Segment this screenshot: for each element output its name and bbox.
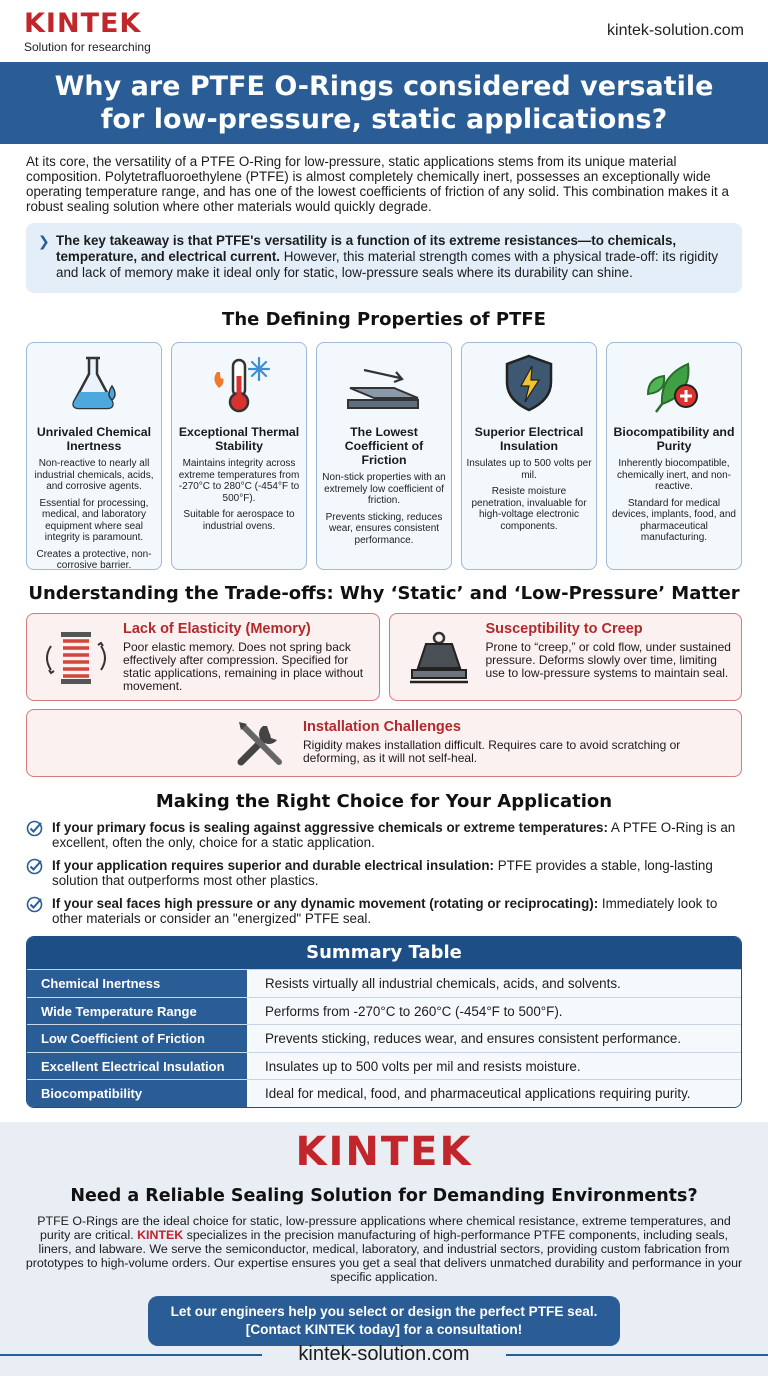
table-row — [27, 1079, 741, 1107]
summary-table — [26, 936, 742, 1108]
table-key: Chemical Inertness — [27, 970, 249, 997]
table-key: Biocompatibility — [27, 1080, 249, 1107]
property-text: Suitable for aerospace to industrial ovens. — [183, 509, 295, 532]
contact-button-line: Let our engineers help you select or design the perfect PTFE seal. — [170, 1304, 598, 1319]
site-url-link[interactable]: kintek-solution.com — [607, 22, 744, 39]
top-bar — [0, 0, 768, 62]
property-title: Exceptional Thermal Stability — [178, 425, 300, 453]
title-band — [0, 62, 768, 144]
property-card-chemical — [26, 342, 162, 570]
kintek-logo[interactable] — [24, 10, 151, 54]
tradeoff-text: Poor elastic memory. Does not spring back effectively after compression. Specified for static applications, remaining in place without movement. — [123, 640, 364, 693]
tradeoff-title: Installation Challenges — [303, 719, 461, 735]
choices-heading: Making the Right Choice for Your Application — [155, 791, 613, 812]
list-item — [26, 820, 742, 850]
property-text: Resiste moisture penetration, invaluable for high-voltage electronic components. — [471, 486, 587, 532]
cta-title: Need a Reliable Sealing Solution for Demanding Environments? — [70, 1186, 698, 1206]
list-item — [26, 896, 742, 926]
property-card-electrical — [461, 342, 597, 570]
property-card-biocompat — [606, 342, 742, 570]
table-value: Prevents sticking, reduces wear, and ensures consistent performance. — [249, 1025, 741, 1052]
property-title: Biocompatibility and Purity — [613, 425, 735, 453]
chevron-right-icon: ❯ — [38, 233, 50, 249]
contact-button-line: [Contact KINTEK today] for a consultation! — [245, 1322, 523, 1337]
cta-brand: KINTEK — [137, 1228, 184, 1242]
property-text: Prevents sticking, reduces wear, ensures consistent performance. — [325, 511, 443, 546]
property-title: Unrivaled Chemical Inertness — [36, 425, 152, 453]
choice-advice: Immediately look to other materials or consider an "energized" PTFE seal. — [52, 896, 718, 926]
table-value: Insulates up to 500 volts per mil and resists moisture. — [249, 1053, 741, 1080]
tradeoffs-heading: Understanding the Trade-offs: Why ‘Static’ and ‘Low-Pressure’ Matter — [28, 583, 740, 604]
property-title: The Lowest Coefficient of Friction — [344, 425, 424, 467]
property-card-thermal — [171, 342, 307, 570]
flask-icon — [31, 349, 157, 419]
tradeoff-card-elasticity — [26, 613, 380, 701]
table-key: Low Coefficient of Friction — [27, 1025, 249, 1052]
property-text: Inherently biocompatible, chemically inert, and non-reactive. — [617, 458, 731, 492]
tradeoff-title: Lack of Elasticity (Memory) — [123, 621, 311, 637]
spring-icon — [43, 628, 109, 688]
contact-button[interactable] — [148, 1296, 620, 1346]
table-value: Ideal for medical, food, and pharmaceutical applications requiring purity. — [249, 1080, 741, 1107]
summary-table-title: Summary Table — [27, 937, 741, 969]
property-text: Insulates up to 500 volts per mil. — [466, 458, 592, 481]
tradeoff-card-creep — [389, 613, 743, 701]
tradeoff-text: Prone to “creep,” or cold flow, under sustained pressure. Deforms slowly over time, limiting use to low-pressure systems to maintain seal. — [485, 640, 731, 680]
property-title: Superior Electrical Insulation — [474, 425, 584, 453]
footer-site-link[interactable]: kintek-solution.com — [298, 1343, 470, 1365]
cta-text-part: PTFE O-Rings are the ideal choice for static, low-pressure applications where chemical resistance, extreme temperatures, and purity are critical. — [37, 1214, 731, 1242]
choices-list — [0, 820, 768, 926]
choice-condition: If your primary focus is sealing against aggressive chemicals or extreme temperatures: — [52, 820, 608, 835]
table-value: Performs from -270°C to 260°C (-454°F to 500°F). — [249, 998, 741, 1025]
shield-bolt-icon — [466, 349, 592, 419]
cta-paragraph — [0, 1214, 768, 1284]
properties-heading: The Defining Properties of PTFE — [222, 309, 546, 330]
table-key: Excellent Electrical Insulation — [27, 1053, 249, 1080]
cta-section — [0, 1122, 768, 1376]
choice-advice: PTFE provides a stable, long-lasting solution that outperforms most other plastics. — [52, 858, 713, 888]
table-value: Resists virtually all industrial chemicals, acids, and solvents. — [249, 970, 741, 997]
table-row — [27, 997, 741, 1025]
thermometer-icon — [176, 349, 302, 419]
check-circle-icon — [26, 896, 43, 913]
page-title: Why are PTFE O-Rings considered versatile for low-pressure, static applications? — [54, 71, 714, 135]
footer-divider-right — [506, 1354, 768, 1356]
cta-logo: KINTEK — [295, 1129, 473, 1175]
choice-condition: If your seal faces high pressure or any dynamic movement (rotating or reciprocating): — [52, 896, 599, 911]
tradeoff-title: Susceptibility to Creep — [485, 621, 643, 637]
tradeoff-text: Rigidity makes installation difficult. Requires care to avoid scratching or deforming, as it will not self-heal. — [303, 738, 681, 765]
table-row — [27, 1052, 741, 1080]
property-text: Non-stick properties with an extremely low coefficient of friction. — [322, 472, 446, 506]
check-circle-icon — [26, 820, 43, 837]
property-text: Standard for medical devices, implants, food, and pharmaceutical manufacturing. — [612, 497, 736, 543]
table-row — [27, 969, 741, 997]
table-row — [27, 1024, 741, 1052]
check-circle-icon — [26, 858, 43, 875]
table-key: Wide Temperature Range — [27, 998, 249, 1025]
key-takeaway-box — [26, 223, 742, 293]
weight-icon — [406, 628, 472, 688]
takeaway-bold: The key takeaway is that PTFE's versatility is a function of its extreme resistances—to chemicals, temperature, and electrical current. — [56, 233, 677, 264]
intro-paragraph: At its core, the versatility of a PTFE O-Ring for low-pressure, static applications stems from its unique material composition. Polytetrafluoroethylene (PTFE) is almost completely chemically inert, possesses an exceptionally wide operating temperature range, and has one of the lowest coefficients of friction of any solid. This combination makes it a robust sealing solution where other materials would quickly degrade. — [26, 154, 729, 214]
takeaway-rest: However, this material strength comes with a physical trade-off: its rigidity and lack of memory make it ideal only for static, low-pressure seals where its durability can shine. — [56, 249, 719, 280]
property-text: Maintains integrity across extreme temperatures from -270°C to 280°C (-454°F to 500°F). — [178, 458, 300, 504]
choice-advice: A PTFE O-Ring is an excellent, often the only, choice for a static application. — [52, 820, 736, 850]
leaf-cross-icon — [611, 349, 737, 419]
property-text: Non-reactive to nearly all industrial chemicals, acids, and corrosive agents. — [34, 458, 154, 492]
choice-condition: If your application requires superior and durable electrical insulation: — [52, 858, 494, 873]
tools-icon — [233, 716, 289, 772]
property-text: Essential for processing, medical, and laboratory equipment where seal integrity is paramount. — [39, 497, 149, 543]
property-card-friction — [316, 342, 452, 570]
footer-divider-left — [0, 1354, 262, 1356]
cta-text-part: specializes in the precision manufacturing of high-performance PTFE components, including seals, liners, and labware. We serve the semiconductor, medical, laboratory, and industrial sectors, providing custom fabrication from prototypes to high-volume orders. Our expertise ensures you get a seal that delivers unmatched durability and performance in your specific application. — [25, 1228, 743, 1284]
tradeoffs-row — [0, 613, 768, 701]
list-item — [26, 858, 742, 888]
tradeoff-card-installation — [26, 709, 742, 777]
logo-tagline: Solution for researching — [24, 40, 151, 54]
slide-surface-icon — [321, 349, 447, 419]
property-text: Creates a protective, non-corrosive barrier. — [36, 548, 152, 571]
properties-grid — [0, 342, 768, 570]
logo-wordmark: KINTEK — [24, 8, 142, 39]
